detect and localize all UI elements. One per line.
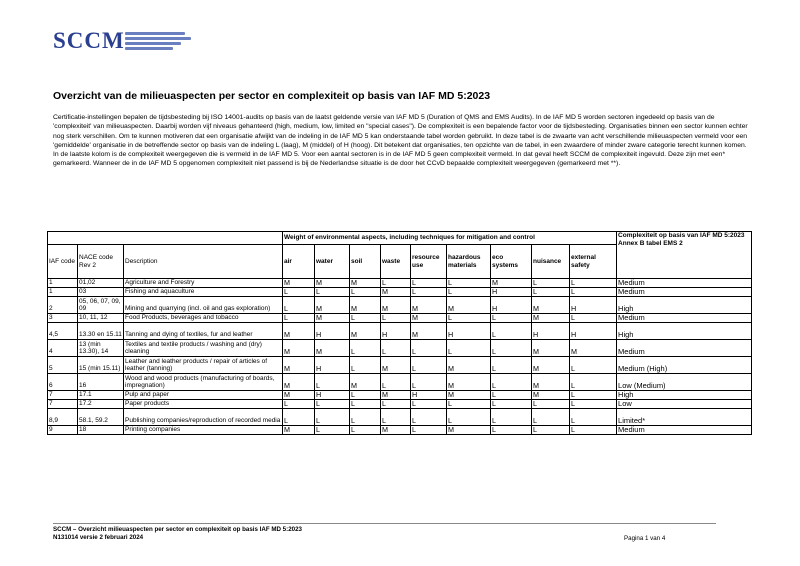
cell-iaf: 4 <box>48 340 78 357</box>
cell-hazardous: L <box>447 409 491 426</box>
cell-air: L <box>283 409 315 426</box>
cell-iaf: 6 <box>48 374 78 391</box>
cell-safety: H <box>570 323 617 340</box>
cell-soil: M <box>350 323 381 340</box>
cell-hazardous: M <box>447 426 491 435</box>
complexity-header: Complexiteit op basis van IAF MD 5:2023 Annex B tabel EMS 2 <box>617 232 752 279</box>
cell-hazardous: M <box>447 357 491 374</box>
cell-water: H <box>315 391 350 400</box>
cell-complexity: High <box>617 297 752 314</box>
cell-water: H <box>315 323 350 340</box>
cell-nace: 10, 11, 12 <box>78 314 124 323</box>
cell-soil: L <box>350 400 381 409</box>
cell-desc: Wood and wood products (manufacturing of boards, impregnation) <box>124 374 283 391</box>
cell-soil: L <box>350 426 381 435</box>
cell-air: M <box>283 340 315 357</box>
table-row <box>48 374 752 391</box>
cell-eco: M <box>491 279 532 288</box>
cell-water: M <box>315 279 350 288</box>
cell-hazardous: L <box>447 400 491 409</box>
cell-iaf: 4,5 <box>48 323 78 340</box>
footer-left <box>53 526 302 542</box>
cell-waste: L <box>381 314 411 323</box>
cell-complexity: Low (Medium) <box>617 374 752 391</box>
cell-complexity: Low <box>617 400 752 409</box>
cell-waste: M <box>381 357 411 374</box>
table-row <box>48 288 752 297</box>
cell-air: M <box>283 426 315 435</box>
cell-eco: L <box>491 314 532 323</box>
col-nuisance: nuisance <box>532 245 570 279</box>
col-water: water <box>315 245 350 279</box>
cell-complexity: Medium (High) <box>617 357 752 374</box>
cell-waste: L <box>381 400 411 409</box>
cell-waste: H <box>381 323 411 340</box>
cell-complexity: Medium <box>617 426 752 435</box>
cell-nace: 58.1, 59.2 <box>78 409 124 426</box>
cell-nuisance: M <box>532 391 570 400</box>
cell-eco: L <box>491 374 532 391</box>
cell-resource: L <box>411 357 447 374</box>
table-row <box>48 409 752 426</box>
cell-desc: Agriculture and Forestry <box>124 279 283 288</box>
cell-safety: L <box>570 288 617 297</box>
cell-nace: 05, 06, 07, 09, 09 <box>78 297 124 314</box>
cell-complexity: High <box>617 391 752 400</box>
table-row <box>48 426 752 435</box>
cell-soil: L <box>350 314 381 323</box>
cell-complexity: Medium <box>617 288 752 297</box>
footer-divider <box>53 523 716 524</box>
cell-resource: L <box>411 409 447 426</box>
cell-resource: L <box>411 288 447 297</box>
cell-complexity: Medium <box>617 314 752 323</box>
col-description: Description <box>124 245 283 279</box>
cell-waste: M <box>381 391 411 400</box>
cell-air: M <box>283 323 315 340</box>
table-row <box>48 391 752 400</box>
cell-soil: M <box>350 297 381 314</box>
cell-hazardous: M <box>447 374 491 391</box>
cell-desc: Tanning and dying of textiles, fur and leather <box>124 323 283 340</box>
cell-soil: L <box>350 357 381 374</box>
cell-waste: M <box>381 288 411 297</box>
cell-air: L <box>283 314 315 323</box>
cell-nuisance: M <box>532 357 570 374</box>
cell-nace: 18 <box>78 426 124 435</box>
cell-air: M <box>283 374 315 391</box>
footer-version: N131014 versie 2 februari 2024 <box>53 534 144 541</box>
cell-eco: L <box>491 409 532 426</box>
cell-nace: 17.2 <box>78 400 124 409</box>
table-row <box>48 279 752 288</box>
table-row <box>48 314 752 323</box>
cell-air: L <box>283 297 315 314</box>
cell-nuisance: L <box>532 279 570 288</box>
cell-water: M <box>315 297 350 314</box>
cell-desc: Mining and quarrying (incl. oil and gas exploration) <box>124 297 283 314</box>
col-resource-use: resource use <box>411 245 447 279</box>
cell-eco: L <box>491 340 532 357</box>
logo-tagline-graphic <box>125 30 195 52</box>
page-title: Overzicht van de milieuaspecten per sector en complexiteit op basis van IAF MD 5:2023 <box>53 90 491 102</box>
cell-complexity: High <box>617 323 752 340</box>
cell-waste: M <box>381 426 411 435</box>
cell-desc: Textiles and textile products / washing and (dry) cleaning <box>124 340 283 357</box>
cell-waste: L <box>381 409 411 426</box>
cell-nace: 01,02 <box>78 279 124 288</box>
table-body <box>48 279 752 435</box>
cell-desc: Publishing companies/reproduction of recorded media <box>124 409 283 426</box>
cell-hazardous: M <box>447 297 491 314</box>
cell-nace: 03 <box>78 288 124 297</box>
cell-nuisance: M <box>532 340 570 357</box>
cell-iaf: 7 <box>48 391 78 400</box>
cell-eco: L <box>491 357 532 374</box>
cell-safety: M <box>570 340 617 357</box>
cell-hazardous: L <box>447 279 491 288</box>
table-row <box>48 357 752 374</box>
sccm-logo <box>53 28 125 58</box>
cell-safety: L <box>570 426 617 435</box>
cell-nace: 16 <box>78 374 124 391</box>
cell-water: H <box>315 357 350 374</box>
cell-iaf: 1 <box>48 288 78 297</box>
cell-complexity: Medium <box>617 279 752 288</box>
cell-desc: Printing companies <box>124 426 283 435</box>
cell-safety: L <box>570 400 617 409</box>
footer-page-number: Pagina 1 van 4 <box>624 535 666 542</box>
cell-soil: M <box>350 279 381 288</box>
cell-nuisance: L <box>532 400 570 409</box>
cell-water: L <box>315 409 350 426</box>
cell-nuisance: L <box>532 409 570 426</box>
sector-aspects-table <box>47 231 752 435</box>
group-header: Weight of environmental aspects, including techniques for mitigation and control <box>283 232 617 245</box>
cell-resource: L <box>411 374 447 391</box>
cell-air: L <box>283 288 315 297</box>
intro-paragraph-2: In de laatste kolom is de complexiteit weergegeven die is vermeld in de IAF MD 5. Voor een aantal sectoren is in de IAF MD 5 geen complexiteit vermeld. In dat geval heeft SCCM de complexiteit ingevuld. Deze zijn met een* gemarkeerd. Wanneer de in de IAF MD 5 opgenomen complexiteit niet passend is bij de Nederlandse situatie is de door het CCvD bepaalde complexiteit weergegeven (gemarkeerd met **). <box>53 151 726 168</box>
cell-eco: L <box>491 323 532 340</box>
cell-safety: H <box>570 297 617 314</box>
cell-resource: L <box>411 426 447 435</box>
logo-text: SCCM <box>53 28 125 53</box>
col-external-safety: external safety <box>570 245 617 279</box>
cell-complexity: Limited* <box>617 409 752 426</box>
cell-resource: M <box>411 323 447 340</box>
cell-nace: 17.1 <box>78 391 124 400</box>
cell-hazardous: L <box>447 288 491 297</box>
cell-water: L <box>315 374 350 391</box>
cell-water: M <box>315 314 350 323</box>
cell-iaf: 3 <box>48 314 78 323</box>
cell-nuisance: M <box>532 374 570 391</box>
cell-desc: Food Products, beverages and tobacco <box>124 314 283 323</box>
table-row <box>48 400 752 409</box>
cell-water: M <box>315 340 350 357</box>
table-row <box>48 297 752 314</box>
cell-iaf: 2 <box>48 297 78 314</box>
cell-iaf: 9 <box>48 426 78 435</box>
cell-water: L <box>315 400 350 409</box>
cell-resource: L <box>411 340 447 357</box>
cell-eco: H <box>491 288 532 297</box>
col-hazardous-materials: hazardous materials <box>447 245 491 279</box>
col-nace: NACE code Rev 2 <box>78 245 124 279</box>
cell-safety: L <box>570 409 617 426</box>
cell-iaf: 7 <box>48 400 78 409</box>
cell-air: L <box>283 400 315 409</box>
cell-safety: L <box>570 391 617 400</box>
cell-safety: L <box>570 314 617 323</box>
intro-paragraph-1: Certificatie-instellingen bepalen de tijdsbesteding bij ISO 14001-audits op basis van de laatst geldende versie van IAF MD 5 (Duration of QMS and EMS Audits). In de IAF MD 5 worden sectoren ingedeeld op basis van de 'complexiteit' van milieuaspecten. Daarbij worden vijf niveaus gehanteerd (high, medium, low, limited en "special cases"). De complexiteit is een bepalende factor voor de tijdsbesteding. Organisaties binnen een sector kunnen echter nog sterk verschillen. Om te kunnen motiveren dat een organisatie afwijkt van de indeling in de IAF MD 5 kan onderstaande tabel worden gebruikt. In deze tabel is de zwaarte van acht verschillende milieuaspecten vermeld voor een 'gemiddelde' organisatie in de betreffende sector op basis van de indeling L (laag), M (middel) of H (hoog). Dit betekent dat organisaties, ten opzichte van de tabel, in een zwaardere of minder zware categorie terecht kunnen komen. <box>53 114 748 149</box>
cell-hazardous: M <box>447 391 491 400</box>
cell-hazardous: H <box>447 323 491 340</box>
cell-nuisance: M <box>532 297 570 314</box>
table-row <box>48 340 752 357</box>
cell-desc: Pulp and paper <box>124 391 283 400</box>
table-row <box>48 323 752 340</box>
cell-desc: Paper products <box>124 400 283 409</box>
header-spacer <box>48 232 283 245</box>
cell-resource: L <box>411 279 447 288</box>
cell-desc: Fishing and aquaculture <box>124 288 283 297</box>
cell-soil: L <box>350 340 381 357</box>
intro-text <box>53 113 751 169</box>
cell-eco: L <box>491 391 532 400</box>
cell-air: M <box>283 391 315 400</box>
cell-resource: M <box>411 297 447 314</box>
cell-nuisance: L <box>532 426 570 435</box>
cell-nace: 15 (min 15.11) <box>78 357 124 374</box>
col-eco-systems: eco systems <box>491 245 532 279</box>
cell-safety: L <box>570 279 617 288</box>
cell-iaf: 8,9 <box>48 409 78 426</box>
col-air: air <box>283 245 315 279</box>
cell-eco: L <box>491 426 532 435</box>
cell-hazardous: L <box>447 340 491 357</box>
cell-air: M <box>283 279 315 288</box>
cell-hazardous: L <box>447 314 491 323</box>
cell-waste: L <box>381 279 411 288</box>
cell-nuisance: M <box>532 314 570 323</box>
col-iaf: IAF code <box>48 245 78 279</box>
cell-waste: L <box>381 340 411 357</box>
col-waste: waste <box>381 245 411 279</box>
cell-water: L <box>315 426 350 435</box>
cell-eco: H <box>491 297 532 314</box>
cell-soil: M <box>350 374 381 391</box>
cell-nuisance: H <box>532 323 570 340</box>
cell-nuisance: L <box>532 288 570 297</box>
cell-air: M <box>283 357 315 374</box>
cell-desc: Leather and leather products / repair of articles of leather (tanning) <box>124 357 283 374</box>
cell-iaf: 1 <box>48 279 78 288</box>
cell-waste: M <box>381 297 411 314</box>
col-soil: soil <box>350 245 381 279</box>
cell-water: L <box>315 288 350 297</box>
cell-soil: L <box>350 391 381 400</box>
cell-soil: L <box>350 288 381 297</box>
cell-resource: H <box>411 391 447 400</box>
cell-soil: L <box>350 409 381 426</box>
cell-complexity: Medium <box>617 340 752 357</box>
cell-nace: 13.30 en 15.11 <box>78 323 124 340</box>
cell-iaf: 5 <box>48 357 78 374</box>
cell-eco: L <box>491 400 532 409</box>
cell-safety: L <box>570 374 617 391</box>
cell-waste: L <box>381 374 411 391</box>
cell-resource: M <box>411 314 447 323</box>
cell-safety: L <box>570 357 617 374</box>
footer-title: SCCM – Overzicht milieuaspecten per sector en complexiteit op basis IAF MD 5:2023 <box>53 526 302 533</box>
cell-nace: 13 (min 13.30), 14 <box>78 340 124 357</box>
cell-resource: L <box>411 400 447 409</box>
